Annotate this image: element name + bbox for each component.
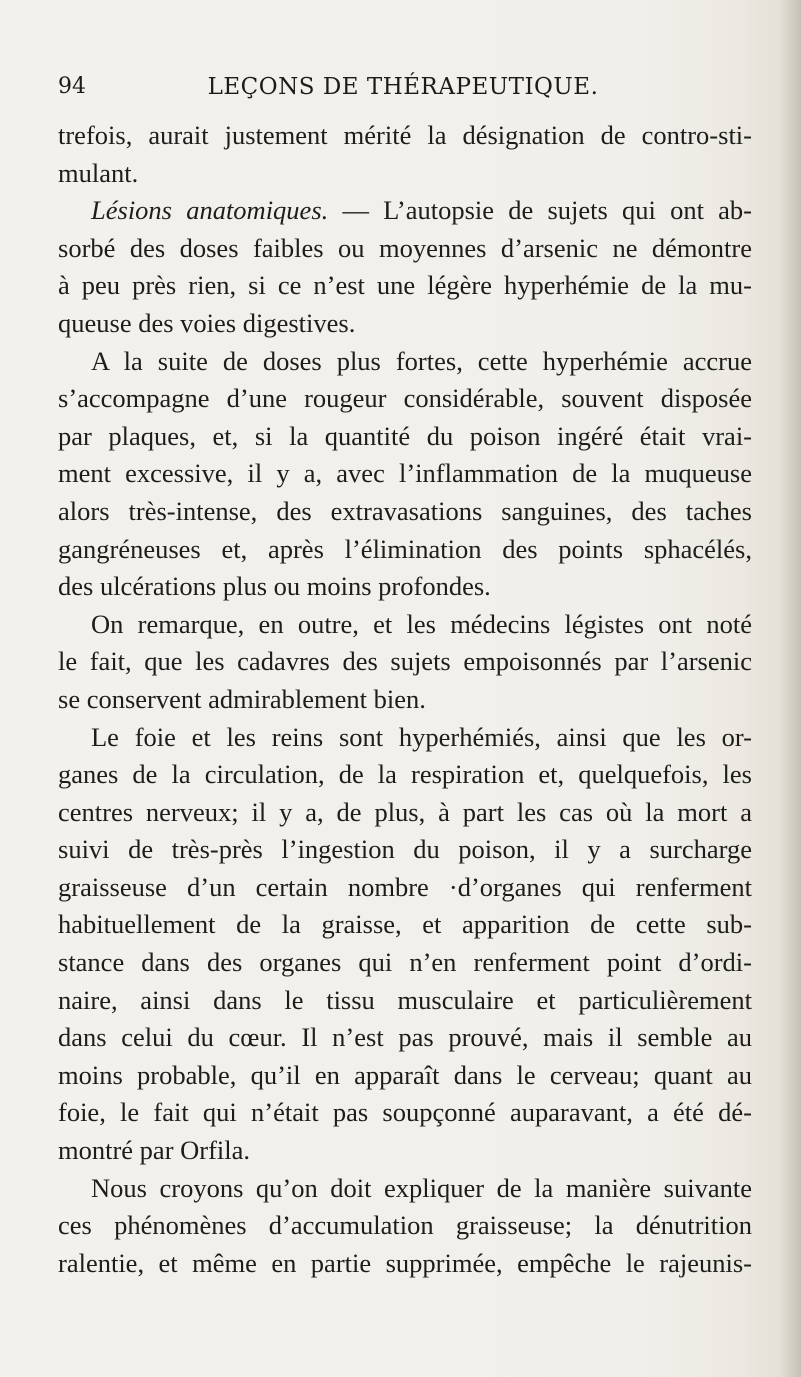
line-text: — L’autopsie de sujets qui ont ab- <box>328 195 752 226</box>
line-text: Nous croyons qu’on doit expliquer de la manière suivante <box>91 1172 752 1203</box>
section-heading: Lésions anatomiques. <box>91 195 329 226</box>
text-line <box>58 1057 752 1095</box>
line-text: à peu près rien, si ce n’est une légère hyperhémie de la mu- <box>58 270 752 301</box>
line-text: des ulcérations plus ou moins profondes. <box>58 571 491 602</box>
text-line <box>58 267 752 305</box>
line-text: trefois, aurait justement mérité la désignation de contro-sti- <box>58 120 752 150</box>
line-text: sorbé des doses faibles ou moyennes d’arsenic ne démontre <box>58 232 752 263</box>
line-text: Le foie et les reins sont hyperhémiés, ainsi que les or- <box>91 721 752 752</box>
text-line <box>58 643 752 681</box>
line-text: On remarque, en outre, et les médecins légistes ont noté <box>91 608 752 639</box>
text-line <box>58 1207 752 1245</box>
text-line <box>58 1245 752 1283</box>
line-text: stance dans des organes qui n’en renferment point d’ordi- <box>58 947 752 978</box>
line-text: le fait, que les cadavres des sujets empoisonnés par l’arsenic <box>58 646 752 677</box>
line-text: dans celui du cœur. Il n’est pas prouvé, mais il semble au <box>58 1022 752 1053</box>
line-text: foie, le fait qui n’était pas soupçonné auparavant, a été dé- <box>58 1097 752 1128</box>
page-edge-shadow <box>779 0 801 1377</box>
text-line <box>58 982 752 1020</box>
text-line <box>58 719 752 757</box>
line-text: centres nerveux; il y a, de plus, à part les cas où la mort a <box>58 796 752 827</box>
text-line <box>58 418 752 456</box>
text-line <box>58 380 752 418</box>
running-header <box>58 74 748 108</box>
text-line <box>58 831 752 869</box>
text-line <box>58 606 752 644</box>
text-line <box>58 343 752 381</box>
page-number: 94 <box>58 74 86 99</box>
line-text: moins probable, qu’il en apparaît dans le cerveau; quant au <box>58 1059 752 1090</box>
text-line <box>58 869 752 907</box>
text-line <box>58 944 752 982</box>
text-line <box>58 305 752 343</box>
text-line <box>58 568 752 606</box>
text-line <box>58 1019 752 1057</box>
line-text: mulant. <box>58 157 139 188</box>
text-line <box>58 794 752 832</box>
line-text: queuse des voies digestives. <box>58 307 356 338</box>
text-line <box>58 155 752 193</box>
line-text: ralentie, et même en partie supprimée, empêche le rajeunis- <box>58 1247 752 1278</box>
text-line <box>58 493 752 531</box>
text-line <box>58 192 752 230</box>
line-text: par plaques, et, si la quantité du poison ingéré était vrai- <box>58 420 752 451</box>
line-text: suivi de très-près l’ingestion du poison, il y a surcharge <box>58 834 752 865</box>
text-line <box>58 756 752 794</box>
text-line <box>58 455 752 493</box>
line-text: se conservent admirablement bien. <box>58 683 426 714</box>
text-line <box>58 1170 752 1208</box>
line-text: gangréneuses et, après l’élimination des points sphacélés, <box>58 533 752 564</box>
line-text: ganes de la circulation, de la respiration et, quelquefois, les <box>58 759 752 790</box>
line-text: montré par Orfila. <box>58 1135 251 1166</box>
line-text: A la suite de doses plus fortes, cette hyperhémie accrue <box>91 345 752 376</box>
line-text: naire, ainsi dans le tissu musculaire et particulièrement <box>58 984 752 1015</box>
text-line <box>58 531 752 569</box>
line-text: alors très-intense, des extravasations sanguines, des taches <box>58 495 752 526</box>
text-line <box>58 1094 752 1132</box>
line-text: ces phénomènes d’accumulation graisseuse; la dénutrition <box>58 1210 752 1241</box>
line-text: graisseuse d’un certain nombre ·d’organes qui renferment <box>58 871 752 902</box>
running-title: LEÇONS DE THÉRAPEUTIQUE. <box>207 74 599 100</box>
line-text: ment excessive, il y a, avec l’inflammation de la muqueuse <box>58 458 752 489</box>
text-line <box>58 906 752 944</box>
text-line <box>58 230 752 268</box>
line-text: habituellement de la graisse, et apparition de cette sub- <box>58 909 752 940</box>
body-text <box>58 117 752 1282</box>
text-line <box>58 681 752 719</box>
line-text: s’accompagne d’une rougeur considérable, souvent disposée <box>58 383 752 414</box>
text-line <box>58 1132 752 1170</box>
text-line <box>58 117 752 155</box>
